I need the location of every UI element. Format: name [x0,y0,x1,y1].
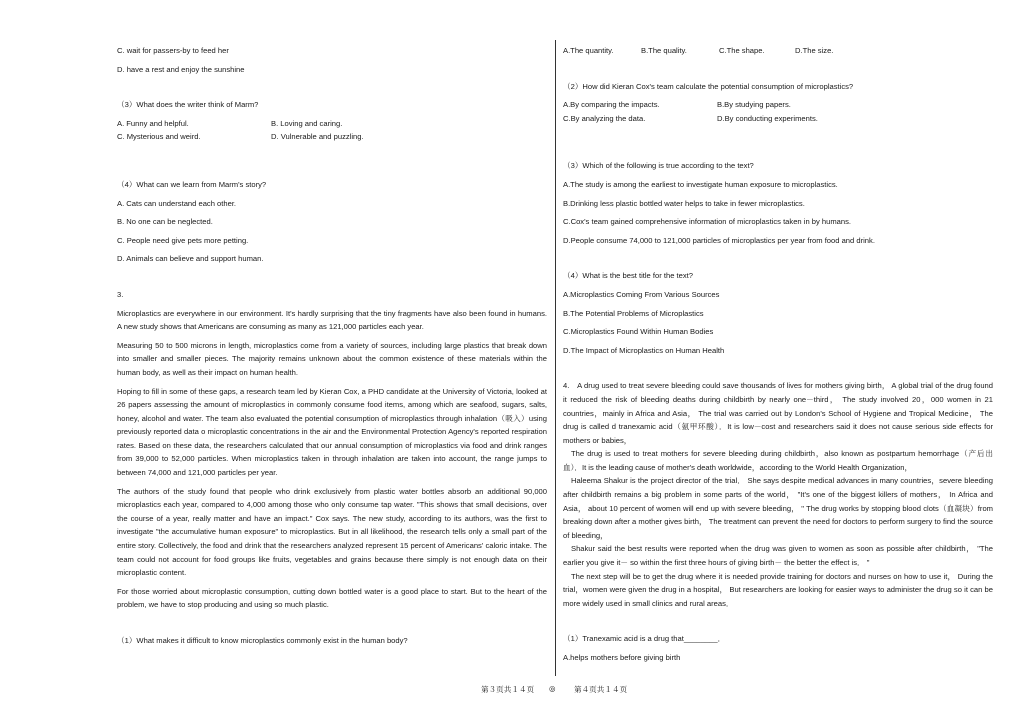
passage-paragraph: Microplastics are everywhere in our environment. It's hardly surprising that the tiny fragments have also been found in humans. A new study shows that Americans are consuming as many as 121,000 particles each year. [117,308,547,332]
option-a: A.helps mothers before giving birth [563,653,681,662]
option-d: D.The Impact of Microplastics on Human Health [563,345,725,355]
passage-paragraph: Hoping to fill in some of these gaps, a research team led by Kieran Cox, a PHD candidate at the University of Victoria, looked at 26 papers assessing the amount of microplastics in commonly consume food items, among which are seafood, sugars, salts, honey, alcohol and water. The team also evaluated the potential consumption of microplastics through inhalation（吸入）using previously reported data o microplastic concentrations in the air and the Environmental Protection Agency's reported respiration rates. Based on these data, the researchers calculated that our annual consumption of microplastics via food and drink ranges from 39,000 to 52,000 particles. When microplastics taken in through inhalation are taken into account, the range jumps to between 74,000 and 121,000 particles per year. [117,386,547,478]
option-d: D. Animals can believe and support human. [117,254,264,264]
option-c: C.Cox's team gained comprehensive information of microplastics taken in by humans. [563,217,852,227]
passage-paragraph: Haleema Shakur is the project director of the trial． She says despite medical advances in many countries，severe bleeding after childbirth remains a big problem in some parts of the world， "It's one of the biggest killers of mothers， In Africa and Asia， about 10 percent of women will end up with severe bleeding， " The drug works by stopping blood clots（血凝块）from breaking down after a mother gives birth， The treatment can prevent the need for doctors to perform surgery to find the source of bleeding， [563,476,993,540]
option-c: C. Mysterious and weird. [117,132,201,142]
option-c: C. wait for passers-by to feed her [117,46,229,55]
option-c: C. People need give pets more petting. [117,235,249,245]
passage-paragraph: The next step will be to get the drug where it is needed provide training for doctors and nurses on how to use it， During the trial，women were given the drug in a hospital， But researchers are looking for easier ways to administer the drug so it can be more widely used in small clinics and rural areas． [563,571,993,608]
question-2: （2）How did Kieran Cox's team calculate the potential consumption of microplastics? [563,81,854,91]
question-4: （4）What can we learn from Marm's story? [117,179,267,189]
passage-paragraph: Measuring 50 to 500 microns in length, microplastics come from a variety of sources, including large plastics that break down into smaller and smaller pieces. The majority remains unknown about the common existence of these materials within the human body, as well as their impact on human health. [117,340,547,377]
option-d: D. Vulnerable and puzzling. [271,132,364,142]
passage-number: 3. [117,289,124,299]
page-number-right: 第４页共１４页 [574,685,628,694]
option-b: B.The quality. [641,46,687,55]
option-b: B.Drinking less plastic bottled water helps to take in fewer microplastics. [563,198,805,208]
option-b: B. Loving and caring. [271,118,343,128]
option-a: A.The quantity. [563,46,614,55]
option-b: B. No one can be neglected. [117,217,213,227]
options-row [563,44,993,58]
option-d: D.The size. [795,46,834,55]
passage-paragraph: The drug is used to treat mothers for severe bleeding during childbirth，also known as postpartum hemorrhage（产后出血）．It is the leading cause of mother's death worldwide，according to the World Health Organization， [563,449,993,472]
option-c: C.Microplastics Found Within Human Bodies [563,327,714,337]
option-b: B.The Potential Problems of Microplastics [563,308,704,318]
right-column [563,44,993,665]
footer-separator: ◎ [549,684,556,693]
option-b: B.By studying papers. [717,100,791,110]
question-1: （1）Tranexamic acid is a drug that________． [563,634,726,644]
options-row [563,112,993,126]
option-d: D. have a rest and enjoy the sunshine [117,64,245,74]
option-a: A. Funny and helpful. [117,118,189,128]
option-a: A. Cats can understand each other. [117,198,237,208]
option-a: A.Microplastics Coming From Various Sources [563,289,720,299]
passage-paragraph: For those worried about microplastic consumption, cutting down bottled water is a good place to start. But to the heart of the problem, we have to stop producing and using so much plastic. [117,586,547,610]
option-d: D.People consume 74,000 to 121,000 particles of microplastics per year from food and drink. [563,235,875,245]
left-column [117,44,547,648]
options-row [117,117,547,131]
passage-paragraph: 4. A drug used to treat severe bleeding could save thousands of lives for mothers giving birth， A global trial of the drug found it reduced the risk of bleeding deaths during childbirth by nearly one－third， The study involved 20，000 women in 21 countries，mainly in Africa and Asia， The trial was carried out by London's School of Hygiene and Tropical Medicine， The drug is called d tranexamic acid（氨甲环酸）．It is low－cost and researchers said it does not cause serious side effects for mothers or babies， [563,381,993,445]
question-1: （1）What makes it difficult to know microplastics commonly exist in the human body? [117,636,408,645]
question-4: （4）What is the best title for the text? [563,271,693,281]
options-row [117,130,547,144]
option-c: C.The shape. [719,46,765,55]
option-a: A.The study is among the earliest to investigate human exposure to microplastics. [563,179,838,189]
option-c: C.By analyzing the data. [563,113,646,123]
option-a: A.By comparing the impacts. [563,100,660,110]
passage-paragraph: The authors of the study found that people who drink exclusively from plastic water bottles absorb an additional 90,000 microplastics each year, compared to 4,000 among those who only consume tap water. "This shows that small decisions, over the course of a year, really matter and have an impact." Cox says. The new study, according to its authors, was the first to investigate "the accumulative human exposure" to microplastics. But in all likelihood, the research tells only a small part of the entire story. Collectively, the food and drink that the researchers analyzed represent 15 percent of Americans' caloric intake. The team could not account for food groups like fruits, vegetables and grains because there simply is not enough data on their microplastic content. [117,486,547,578]
question-3: （3）What does the writer think of Marm? [117,100,259,110]
passage-paragraph: Shakur said the best results were reported when the drug was given to women as soon as possible after childbirth， "The earlier you give it－ so within the first three hours of giving birth－ the better the effect is． " [563,544,993,568]
column-divider [555,40,556,676]
options-row [563,98,993,112]
page-number-left: 第３页共１４页 [481,685,535,694]
question-3: （3）Which of the following is true according to the text? [563,161,754,171]
option-d: D.By conducting experiments. [717,113,818,123]
